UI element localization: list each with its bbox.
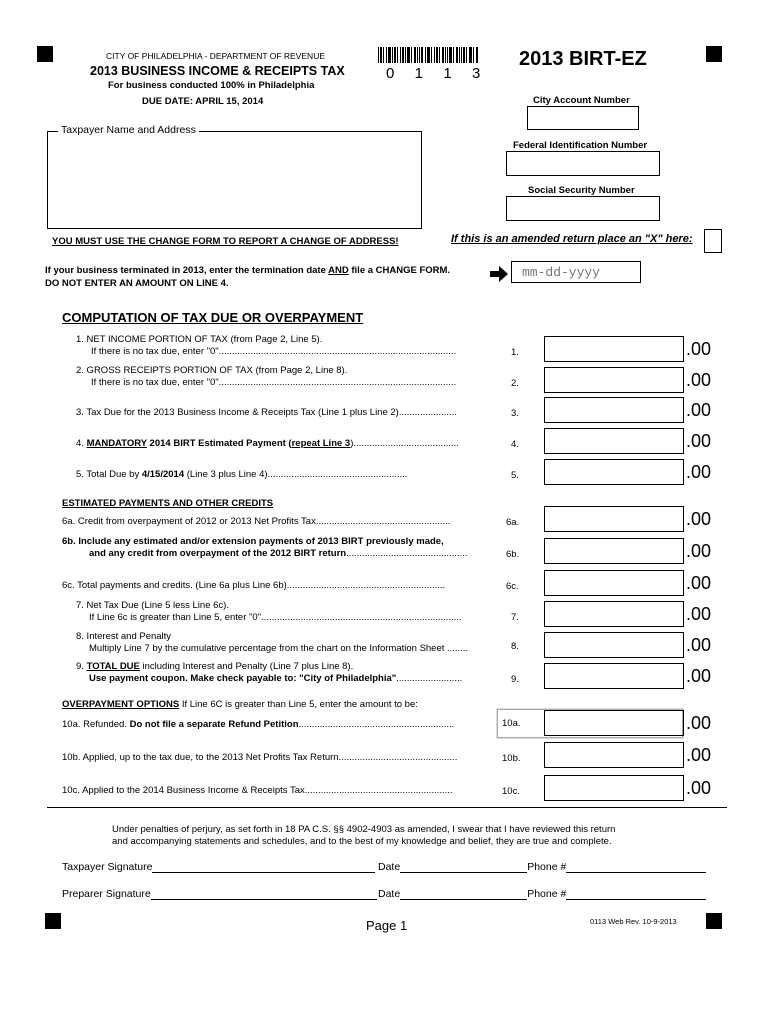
line-6a-text: 6a. Credit from overpayment of 2012 or 2013 Net Profits Tax................................................... <box>62 516 451 527</box>
due-date: DUE DATE: APRIL 15, 2014 <box>142 96 264 107</box>
taxpayer-date-line[interactable] <box>400 862 527 873</box>
barcode <box>378 47 478 63</box>
line-3-cents: .00 <box>686 400 712 420</box>
line-10c-cents: .00 <box>686 778 712 798</box>
line-6b-cents: .00 <box>686 541 712 561</box>
line-10a-number: 10a. <box>502 718 521 729</box>
line-8-instruction: Multiply Line 7 by the cumulative percentage from the chart on the Information Sheet ........ <box>89 643 469 654</box>
line-5-cents: .00 <box>686 462 712 482</box>
line-6c-number: 6c. <box>506 581 519 592</box>
line-7-instruction: If Line 6c is greater than Line 5, enter "0"............................................................................ <box>89 612 462 623</box>
line-8-number: 8. <box>511 641 519 652</box>
line-4-cents: .00 <box>686 431 712 451</box>
line-9-amount-input[interactable] <box>544 663 684 689</box>
preparer-phone-line[interactable] <box>566 889 706 900</box>
line-1-number: 1. <box>511 347 519 358</box>
overpayment-heading: OVERPAYMENT OPTIONS If Line 6C is greater than Line 5, enter the amount to be: <box>62 699 418 710</box>
line-1-title: 1. NET INCOME PORTION OF TAX (from Page 2, Line 5). <box>76 334 323 345</box>
line-10b-number: 10b. <box>502 753 521 764</box>
line-10b-cents: .00 <box>686 745 712 765</box>
line-6b-number: 6b. <box>506 549 520 560</box>
line-3-text: 3. Tax Due for the 2013 Business Income & Receipts Tax (Line 1 plus Line 2)...................... <box>76 407 457 418</box>
registration-mark <box>706 46 722 62</box>
line-6c-cents: .00 <box>686 573 712 593</box>
line-2-number: 2. <box>511 378 519 389</box>
registration-mark <box>37 46 53 62</box>
line-1-amount-input[interactable] <box>544 336 684 362</box>
section-title: COMPUTATION OF TAX DUE OR OVERPAYMENT <box>62 310 364 325</box>
line-4-amount-input[interactable] <box>544 428 684 454</box>
registration-mark <box>706 913 722 929</box>
line-8-amount-input[interactable] <box>544 632 684 658</box>
line-5-amount-input[interactable] <box>544 459 684 485</box>
line-6a-cents: .00 <box>686 509 712 529</box>
taxpayer-address-label: Taxpayer Name and Address <box>58 124 199 136</box>
line-9-cents: .00 <box>686 666 712 686</box>
line-7-cents: .00 <box>686 604 712 624</box>
revision-info: 0113 Web Rev. 10-9-2013 <box>590 917 677 926</box>
line-9-number: 9. <box>511 674 519 685</box>
taxpayer-date-row: Date Phone # <box>378 861 706 873</box>
city-account-input[interactable] <box>527 106 639 130</box>
line-4-text: 4. MANDATORY 2014 BIRT Estimated Payment (repeat Line 3)........................................ <box>76 438 459 449</box>
registration-mark <box>45 913 61 929</box>
page-number: Page 1 <box>366 918 408 933</box>
line-5-number: 5. <box>511 470 519 481</box>
ssn-label: Social Security Number <box>528 185 635 196</box>
line-3-number: 3. <box>511 408 519 419</box>
form-title: 2013 BUSINESS INCOME & RECEIPTS TAX <box>90 64 345 78</box>
taxpayer-signature-line[interactable] <box>152 862 375 873</box>
line-10b-amount-input[interactable] <box>544 742 684 768</box>
fein-label: Federal Identification Number <box>513 140 648 151</box>
perjury-statement-1: Under penalties of perjury, as set forth in 18 PA C.S. §§ 4902-4903 as amended, I swear that I have reviewed this return <box>112 824 616 835</box>
line-8-cents: .00 <box>686 635 712 655</box>
line-2-cents: .00 <box>686 370 712 390</box>
form-subtitle: For business conducted 100% in Philadelphia <box>108 80 315 91</box>
taxpayer-address-input[interactable] <box>47 131 422 229</box>
line-4-number: 4. <box>511 439 519 450</box>
line-6b-title: 6b. Include any estimated and/or extension payments of 2013 BIRT previously made, <box>62 536 444 547</box>
ssn-input[interactable] <box>506 196 660 221</box>
line-8-title: 8. Interest and Penalty <box>76 631 172 642</box>
line-7-title: 7. Net Tax Due (Line 5 less Line 6c). <box>76 600 229 611</box>
line-3-amount-input[interactable] <box>544 397 684 423</box>
perjury-statement-2: and accompanying statements and schedules, and to the best of my knowledge and belief, they are true and complete. <box>112 836 612 847</box>
termination-date-input[interactable] <box>511 261 641 283</box>
line-2-amount-input[interactable] <box>544 367 684 393</box>
line-6c-text: 6c. Total payments and credits. (Line 6a plus Line 6b)............................................................ <box>62 580 446 591</box>
fein-input[interactable] <box>506 151 660 176</box>
line-6a-number: 6a. <box>506 517 520 528</box>
preparer-date-line[interactable] <box>400 889 527 900</box>
line-10a-cents: .00 <box>686 713 712 733</box>
line-1-cents: .00 <box>686 339 712 359</box>
taxpayer-signature-row <box>62 861 375 873</box>
amended-notice: If this is an amended return place an "X" here: <box>451 233 693 245</box>
line-10a-amount-input[interactable] <box>544 710 684 736</box>
preparer-signature-line[interactable] <box>151 889 377 900</box>
line-9-instruction: Use payment coupon. Make check payable to: "City of Philadelphia"......................... <box>89 673 463 684</box>
line-7-number: 7. <box>511 612 519 623</box>
line-10c-number: 10c. <box>502 786 520 797</box>
line-7-amount-input[interactable] <box>544 601 684 627</box>
preparer-signature-row <box>62 888 377 900</box>
line-10b-text: 10b. Applied, up to the tax due, to the 2013 Net Profits Tax Return............................................. <box>62 752 458 763</box>
line-10c-text: 10c. Applied to the 2014 Business Income & Receipts Tax........................................................ <box>62 785 453 796</box>
line-6a-amount-input[interactable] <box>544 506 684 532</box>
line-10c-amount-input[interactable] <box>544 775 684 801</box>
line-1-instruction: If there is no tax due, enter "0".......................................................................................... <box>91 346 457 357</box>
barcode-number: 0 1 1 3 <box>386 65 485 82</box>
amended-checkbox[interactable] <box>704 229 722 253</box>
line-10a-text: 10a. Refunded. Do not file a separate Refund Petition........................................................... <box>62 719 455 730</box>
line-6b-text: and any credit from overpayment of the 2012 BIRT return.............................................. <box>89 548 468 559</box>
estimated-payments-heading: ESTIMATED PAYMENTS AND OTHER CREDITS <box>62 498 274 509</box>
preparer-date-row: Date Phone # <box>378 888 706 900</box>
termination-notice: If your business terminated in 2013, enter the termination date AND file a CHANGE FORM. <box>45 265 451 276</box>
taxpayer-phone-line[interactable] <box>566 862 706 873</box>
arrow-right-icon <box>489 265 509 283</box>
line-2-instruction: If there is no tax due, enter "0".......................................................................................... <box>91 377 457 388</box>
line-5-text: 5. Total Due by 4/15/2014 (Line 3 plus Line 4)..................................................... <box>76 469 408 480</box>
department-name: CITY OF PHILADELPHIA - DEPARTMENT OF REVENUE <box>106 51 325 61</box>
form-name: 2013 BIRT-EZ <box>519 48 647 70</box>
city-account-label: City Account Number <box>533 95 630 106</box>
line-6c-amount-input[interactable] <box>544 570 684 596</box>
change-address-notice: YOU MUST USE THE CHANGE FORM TO REPORT A CHANGE OF ADDRESS! <box>52 236 399 247</box>
line-6b-amount-input[interactable] <box>544 538 684 564</box>
taxpayer-signature-label: Taxpayer Signature <box>62 861 153 873</box>
divider <box>47 807 727 808</box>
line-2-title: 2. GROSS RECEIPTS PORTION OF TAX (from Page 2, Line 8). <box>76 365 348 376</box>
termination-warning: DO NOT ENTER AN AMOUNT ON LINE 4. <box>45 278 229 289</box>
line-9-title: 9. TOTAL DUE including Interest and Penalty (Line 7 plus Line 8). <box>76 661 354 672</box>
preparer-signature-label: Preparer Signature <box>62 888 151 900</box>
